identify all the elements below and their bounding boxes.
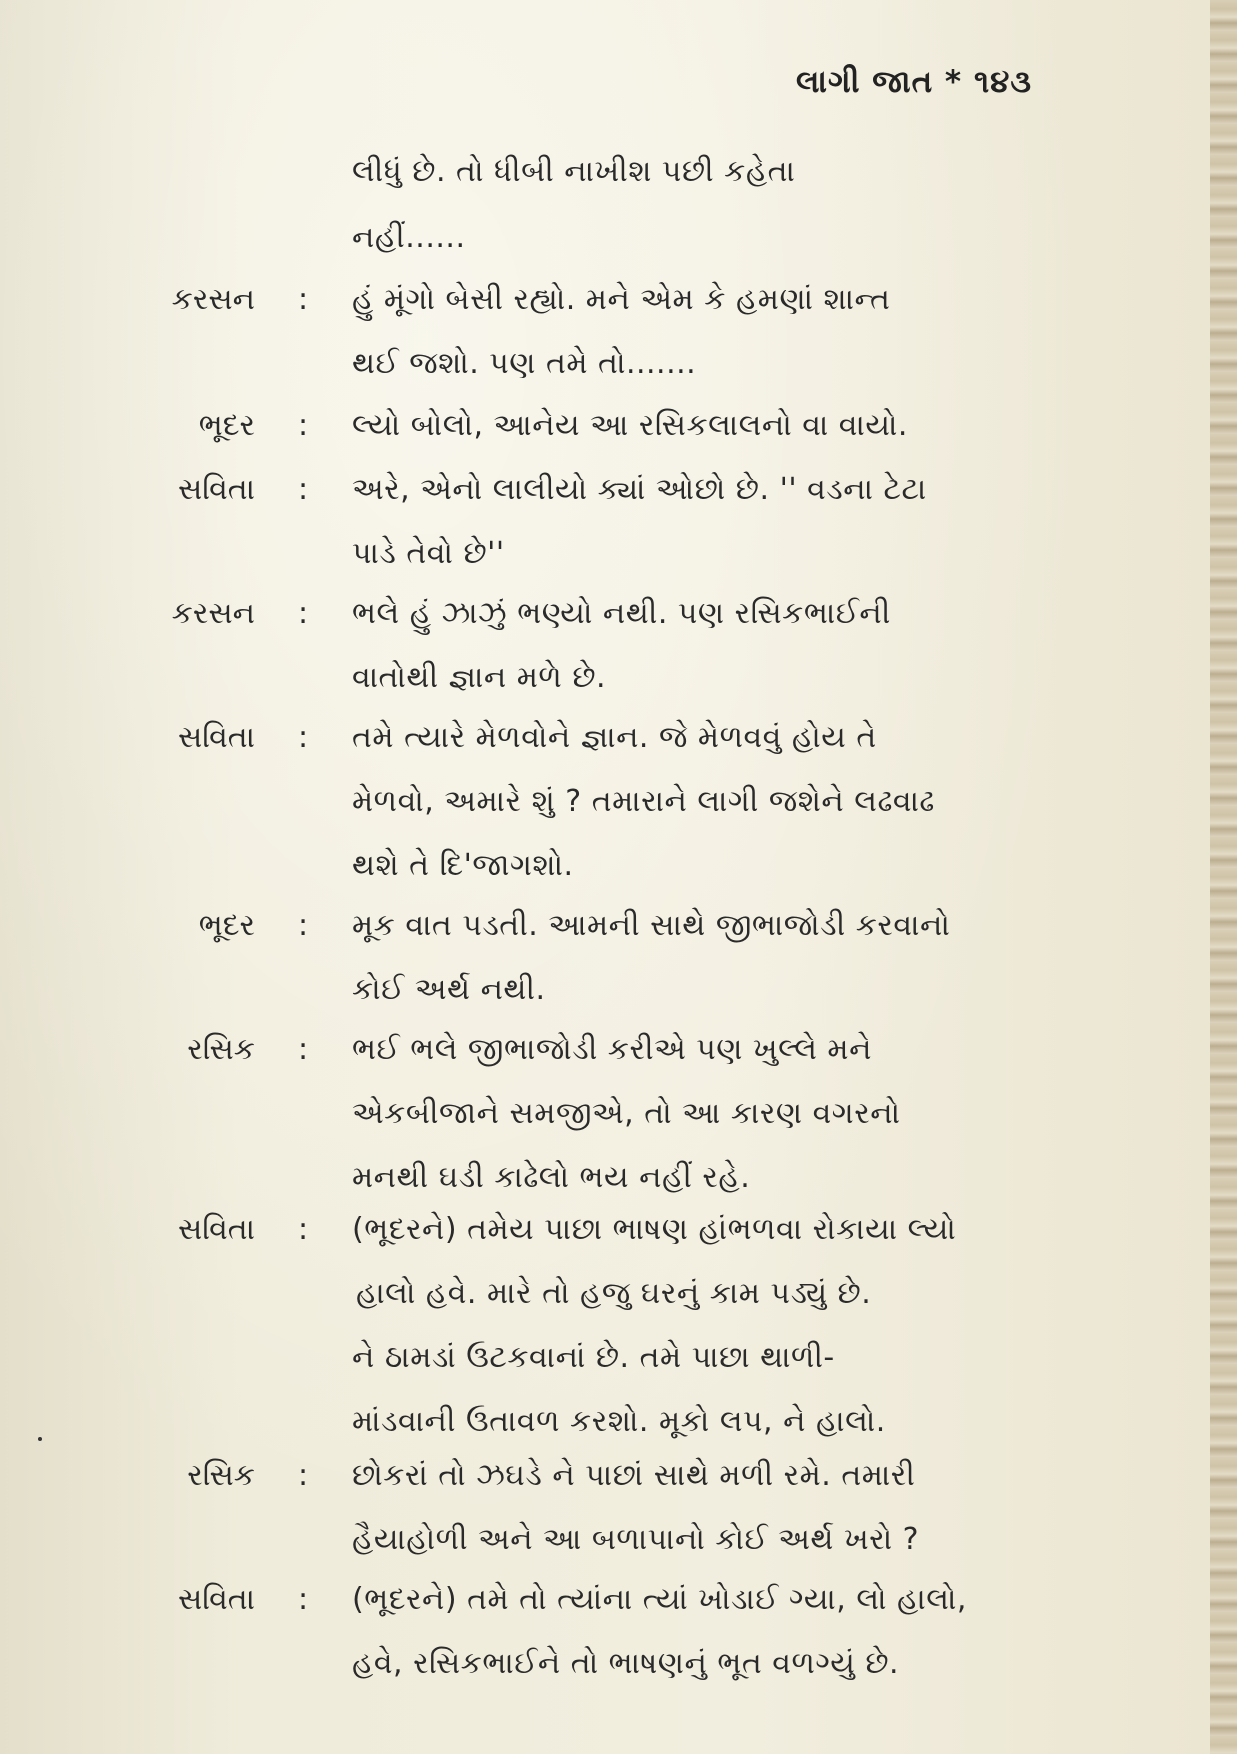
speaker-colon: : [298, 472, 309, 507]
dialogue-line: લીધું છે. તો ધીબી નાખીશ પછી કહેતા [352, 154, 796, 189]
dialogue-line: (ભૂદરને) તમેય પાછા ભાષણ હાંભળવા રોકાયા લ્યો [352, 1212, 957, 1247]
dialogue-line: અરે, એનો લાલીયો ક્યાં ઓછો છે. '' વડના ટેટા [352, 472, 927, 507]
speaker-colon: : [298, 282, 309, 317]
speaker-colon: : [298, 408, 309, 443]
speaker-name: કરસન [171, 282, 255, 317]
dialogue-line: હવે, રસિકભાઈને તો ભાષણનું ભૂત વળગ્યું છે. [352, 1646, 900, 1681]
speaker-name: સવિતા [177, 472, 255, 507]
dialogue-line: કોઈ અર્થ નથી. [352, 972, 546, 1007]
dialogue-line: મેળવો, અમારે શું ? તમારાને લાગી જશેને લઢવાઢ [352, 784, 935, 819]
page-edge [1210, 0, 1237, 1754]
dialogue-line: મનથી ઘડી કાઢેલો ભય નહીં રહે. [352, 1160, 751, 1195]
dialogue-line: છોકરાં તો ઝઘડે ને પાછાં સાથે મળી રમે. તમારી [352, 1458, 916, 1493]
dialogue-line: હૈયાહોળી અને આ બળાપાનો કોઈ અર્થ ખરો ? [352, 1522, 920, 1557]
dialogue-line: ભલે હું ઝાઝું ભણ્યો નથી. પણ રસિકભાઈની [352, 596, 891, 631]
speaker-colon: : [298, 1458, 309, 1493]
dialogue-line: થઈ જશો. પણ તમે તો....... [352, 346, 697, 381]
speaker-name: ભૂદર [198, 408, 255, 443]
speaker-colon: : [298, 1212, 309, 1247]
speaker-colon: : [298, 1582, 309, 1617]
speaker-name: રસિક [187, 1032, 255, 1067]
speaker-name: કરસન [171, 596, 255, 631]
dialogue-line: (ભૂદરને) તમે તો ત્યાંના ત્યાં ખોડાઈ ગ્યા, લો હાલો, [352, 1582, 967, 1617]
dialogue-line: માંડવાની ઉતાવળ કરશો. મૂકો લપ, ને હાલો. [352, 1404, 886, 1439]
speaker-name: સવિતા [177, 1212, 255, 1247]
dialogue-line: ભઈ ભલે જીભાજોડી કરીએ પણ ખુલ્લે મને [352, 1032, 872, 1067]
speaker-name: સવિતા [177, 720, 255, 755]
dialogue-line: હું મૂંગો બેસી રહ્યો. મને એમ કે હમણાં શાન્ત [352, 282, 891, 317]
dialogue-line: નહીં...... [352, 220, 466, 255]
speaker-name: ભૂદર [198, 908, 255, 943]
dialogue-line: પાડે તેવો છે'' [352, 536, 505, 571]
dialogue-line: વાતોથી જ્ઞાન મળે છે. [352, 660, 607, 695]
dialogue-line: હાલો હવે. મારે તો હજુ ઘરનું કામ પડ્યું છે. [356, 1276, 872, 1311]
speaker-colon: : [298, 908, 309, 943]
dialogue-line: લ્યો બોલો, આનેય આ રસિકલાલનો વા વાયો. [352, 408, 908, 443]
speaker-colon: : [298, 720, 309, 755]
dialogue-line: મૂક વાત પડતી. આમની સાથે જીભાજોડી કરવાનો [352, 908, 951, 943]
dialogue-line: ને ઠામડાં ઉટકવાનાં છે. તમે પાછા થાળી- [352, 1340, 835, 1375]
ink-speck [38, 1437, 42, 1441]
speaker-name: સવિતા [177, 1582, 255, 1617]
dialogue-line: થશે તે દિ'જાગશો. [352, 848, 574, 883]
speaker-name: રસિક [187, 1458, 255, 1493]
dialogue-line: એકબીજાને સમજીએ, તો આ કારણ વગરનો [352, 1096, 901, 1131]
speaker-colon: : [298, 1032, 309, 1067]
page-header: લાગી જાત * ૧૪૩ [795, 64, 1032, 100]
speaker-colon: : [298, 596, 309, 631]
dialogue-line: તમે ત્યારે મેળવોને જ્ઞાન. જે મેળવવું હોય તે [352, 720, 877, 755]
